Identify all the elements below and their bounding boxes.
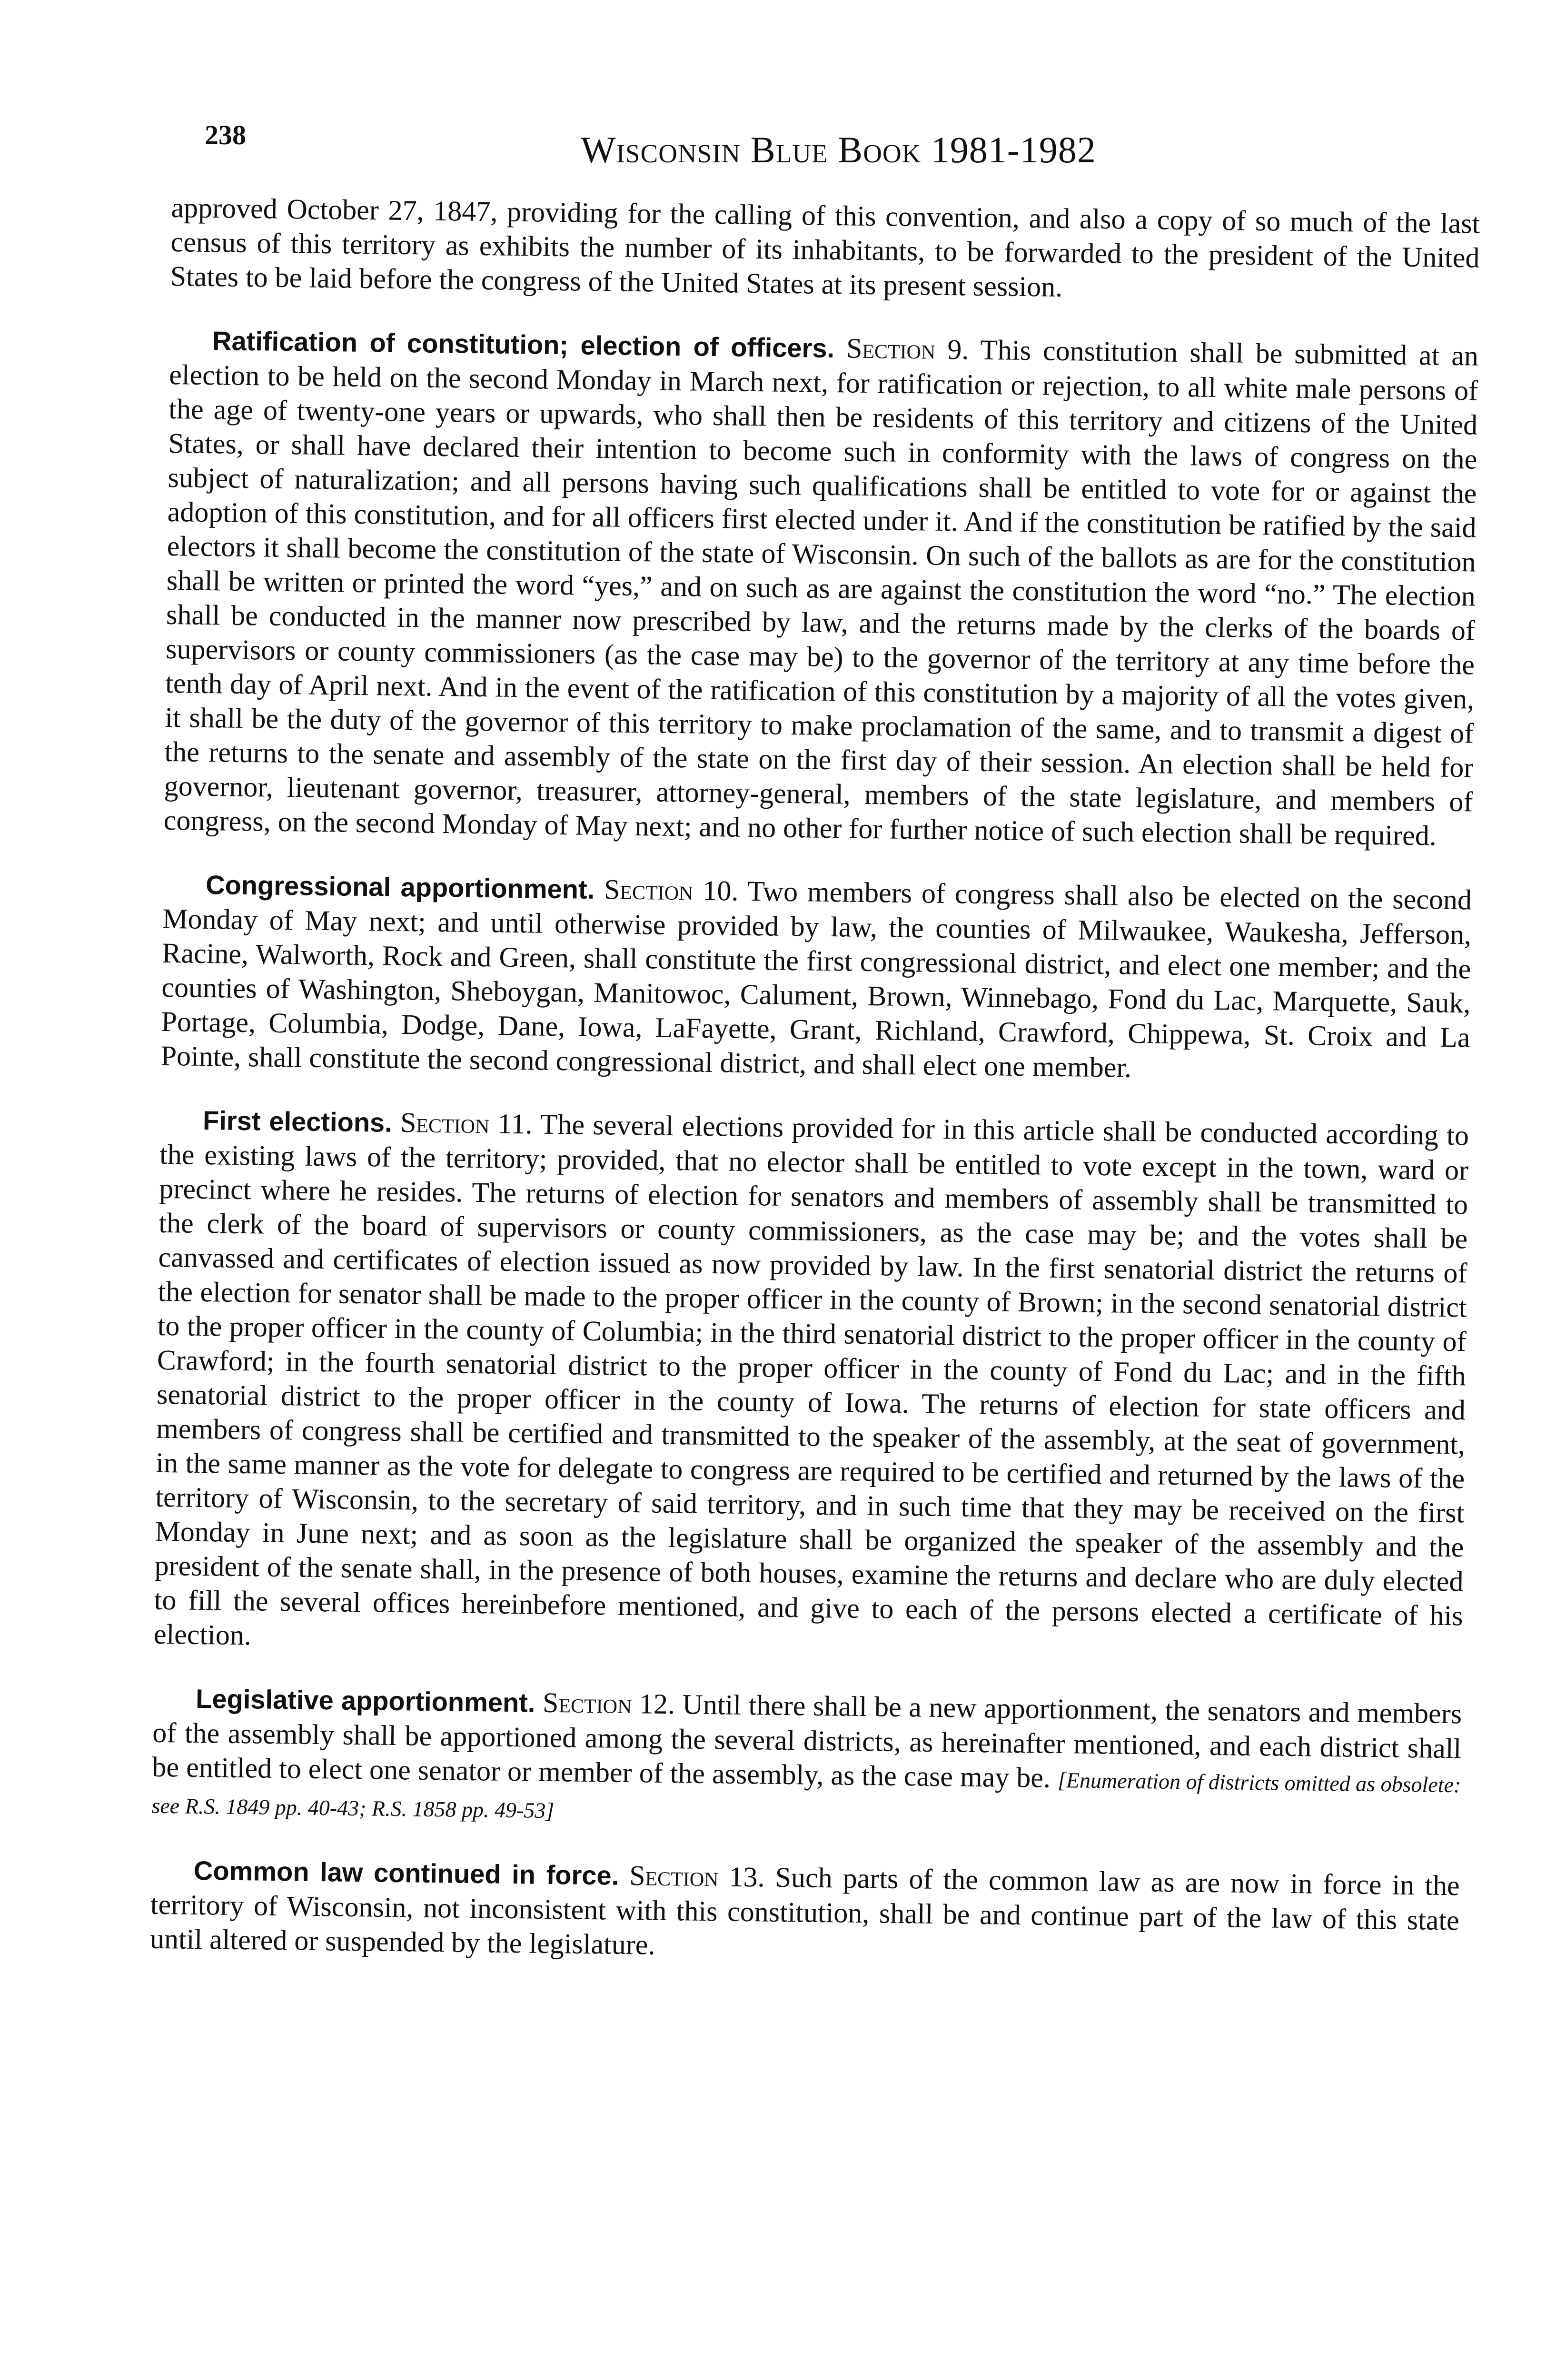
section-heading: Congressional apportionment. [205,869,595,904]
section-13-paragraph [150,1853,1460,1972]
section-heading: Common law continued in force. [193,1855,619,1891]
section-12-paragraph [151,1681,1462,1839]
continuation-paragraph: approved October 27, 1847, providing for the calling of this convention, and also a copy of so much of the last census of this territory as exhibits the number of its inhabitants, to be forwarded to the president of the United States to be laid before the congress of the United States at its present session. [170,191,1480,303]
section-label: Section 10. [604,873,739,907]
section-label: Section 11. [400,1107,533,1140]
section-label: Section 12. [542,1686,675,1720]
section-text: The several elections provided for in this article shall be conducted according to the existing laws of the territory; provided, that no elector shall be entitled to vote except in the town, ward or precinct where he resides. The returns of election for senators and members of assembly shall be transmitted to the clerk of the board of supervisors or county commissioners, as the case may be; and the votes shall be canvassed and certificates of election issued as now provided by law. In the first senatorial district the returns of the election for senator shall be made to the proper officer in the county of Brown; in the second senatorial district to the proper officer in the county of Columbia; in the third senatorial district to the proper officer in the county of Crawford; in the fourth senatorial district to the proper officer in the county of Fond du Lac; and in the fifth senatorial district to the proper officer in the county of Iowa. The returns of election for state officers and members of congress shall be certified and transmitted to the speaker of the assembly, at the seat of government, in the same manner as the vote for delegate to congress are required to be certified and returned by the laws of the territory of Wisconsin, to the secretary of said territory, and in such time that they may be received on the first Monday in June next; and as soon as the legislature shall be organized the speaker of the assembly and the president of the senate shall, in the presence of both houses, examine the returns and declare who are duly elected to fill the several offices hereinbefore mentioned, and give to each of the persons elected a certificate of his election. [153,1108,1469,1651]
page-body [149,190,1480,2001]
page-number: 238 [205,119,246,150]
section-text: This constitution shall be submitted at an election to be held on the second Monday in March next, for ratification or rejection, to all white male persons of the age of twenty-one years or upwards, who shall then be residents of this territory and citizens of the United States, or shall have declared their intention to become such in conformity with the laws of congress on the subject of naturalization; and all persons having such qualifications shall be entitled to vote for or against the adoption of this constitution, and for all officers first elected under it. And if the constitution be ratified by the said electors it shall become the constitution of the state of Wisconsin. On such of the ballots as are for the constitution shall be written or printed the word “yes,” and on such as are against the constitution the word “no.” The election shall be conducted in the manner now prescribed by law, and the returns made by the clerks of the boards of supervisors or county commissioners (as the case may be) to the governor of the territory at any time before the tenth day of April next. And in the event of the ratification of this constitution by a majority of all the votes given, it shall be the duty of the governor of this territory to make proclamation of the same, and to transmit a digest of the returns to the senate and assembly of the state on the first day of their session. An election shall be held for governor, lieutenant governor, treasurer, attorney-general, members of the state legislature, and members of congress, on the second Monday of May next; and no other for further notice of such election shall be required. [163,334,1479,852]
section-label: Section 13. [629,1860,765,1893]
section-heading: Legislative apportionment. [195,1683,535,1718]
section-text: Until there shall be a new apportionment, the senators and members of the assembly shall be apportioned among the several districts, as hereinafter mentioned, and each district shall be entitled to elect one senator or member of the assembly, as the case may be. [152,1688,1462,1794]
page-header [205,119,1490,195]
section-heading: First elections. [202,1105,393,1138]
section-9-paragraph [163,323,1478,853]
section-heading: Ratification of constitution; election of officers. [212,326,835,364]
section-label: Section 9. [846,332,969,366]
running-title: Wisconsin Blue Book 1981-1982 [581,129,1096,170]
section-10-paragraph [160,867,1472,1089]
section-11-paragraph [154,1102,1469,1667]
section-text: Two members of congress shall also be elected on the second Monday of May next; and until otherwise provided by law, the counties of Milwaukee, Waukesha, Jefferson, Racine, Walworth, Rock and Green, shall constitute the first congressional district, and elect one member; and the counties of Washington, Sheboygan, Manitowoc, Calument, Brown, Winnebago, Fond du Lac, Marquette, Sauk, Portage, Columbia, Dodge, Dane, Iowa, LaFayette, Grant, Richland, Crawford, Chippewa, St. Croix and La Pointe, shall constitute the second congressional district, and shall elect one member. [160,875,1472,1083]
editorial-note: [Enumeration of districts omitted as obsolete: see R.S. 1849 pp. 40-43; R.S. 1858 pp. 49-53] [151,1767,1461,1823]
section-text: Such parts of the common law as are now in force in the territory of Wisconsin, not inconsistent with this constitution, shall be and continue part of the law of this state until altered or suspended by the legislature. [149,1861,1460,1961]
